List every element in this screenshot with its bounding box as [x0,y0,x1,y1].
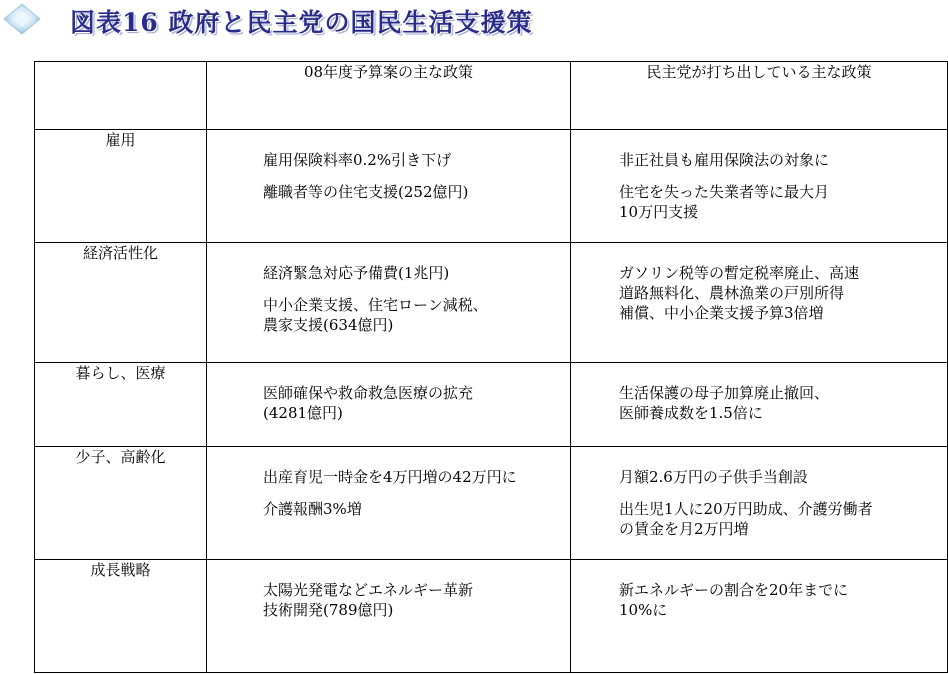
policy-comparison-table [34,61,948,673]
table-row [35,447,948,560]
category-cell [35,243,207,363]
dpj-item: ガソリン税等の暫定税率廃止、高速 道路無料化、農林漁業の戸別所得 補償、中小企業支援予算3倍増 [619,264,860,322]
government-item: 中小企業支援、住宅ローン減税、 農家支援(634億円) [263,296,488,334]
table-row [35,243,948,363]
table-row [35,560,948,673]
category-cell [35,560,207,673]
government-item: 離職者等の住宅支援(252億円) [263,183,469,201]
table-row [35,130,948,243]
page-title: 図表16 政府と民主党の国民生活支援策 [70,8,533,37]
category-cell [35,130,207,243]
government-item: 出産育児一時金を4万円増の42万円に [263,468,517,486]
dpj-item: 生活保護の母子加算廃止撤回、 医師養成数を1.5倍に [619,384,830,422]
header-dpj: 民主党が打ち出している主な政策 [571,62,948,130]
table-row [35,363,948,447]
government-cell [207,363,571,447]
dpj-cell [571,130,948,243]
government-item: 介護報酬3%増 [263,500,362,518]
header-empty-cell [35,62,207,130]
category-label: 暮らし、医療 [75,364,166,382]
header-government: 08年度予算案の主な政策 [207,62,571,130]
category-label: 少子、高齢化 [75,448,166,466]
dpj-cell [571,243,948,363]
dpj-cell [571,560,948,673]
category-label: 雇用 [105,131,136,149]
category-cell [35,363,207,447]
diamond-sparkle-icon [2,2,42,36]
title-bar [0,0,948,50]
government-cell [207,447,571,560]
dpj-item: 住宅を失った失業者等に最大月 10万円支援 [619,183,830,221]
government-cell [207,130,571,243]
dpj-item: 月額2.6万円の子供手当創設 [619,468,808,486]
government-item: 医師確保や救命救急医療の拡充 (4281億円) [263,384,474,422]
dpj-item: 出生児1人に20万円助成、介護労働者 の賃金を月2万円増 [619,500,873,538]
government-item: 経済緊急対応予備費(1兆円) [263,264,450,282]
dpj-item: 非正社員も雇用保険法の対象に [619,151,830,169]
category-cell [35,447,207,560]
table-header-row [35,62,948,130]
government-cell [207,560,571,673]
category-label: 経済活性化 [82,244,158,262]
dpj-item: 新エネルギーの割合を20年までに 10%に [619,581,849,619]
government-item: 雇用保険料率0.2%引き下げ [263,151,452,169]
government-item: 太陽光発電などエネルギー革新 技術開発(789億円) [263,581,474,619]
dpj-cell [571,363,948,447]
government-cell [207,243,571,363]
category-label: 成長戦略 [90,561,151,579]
dpj-cell [571,447,948,560]
